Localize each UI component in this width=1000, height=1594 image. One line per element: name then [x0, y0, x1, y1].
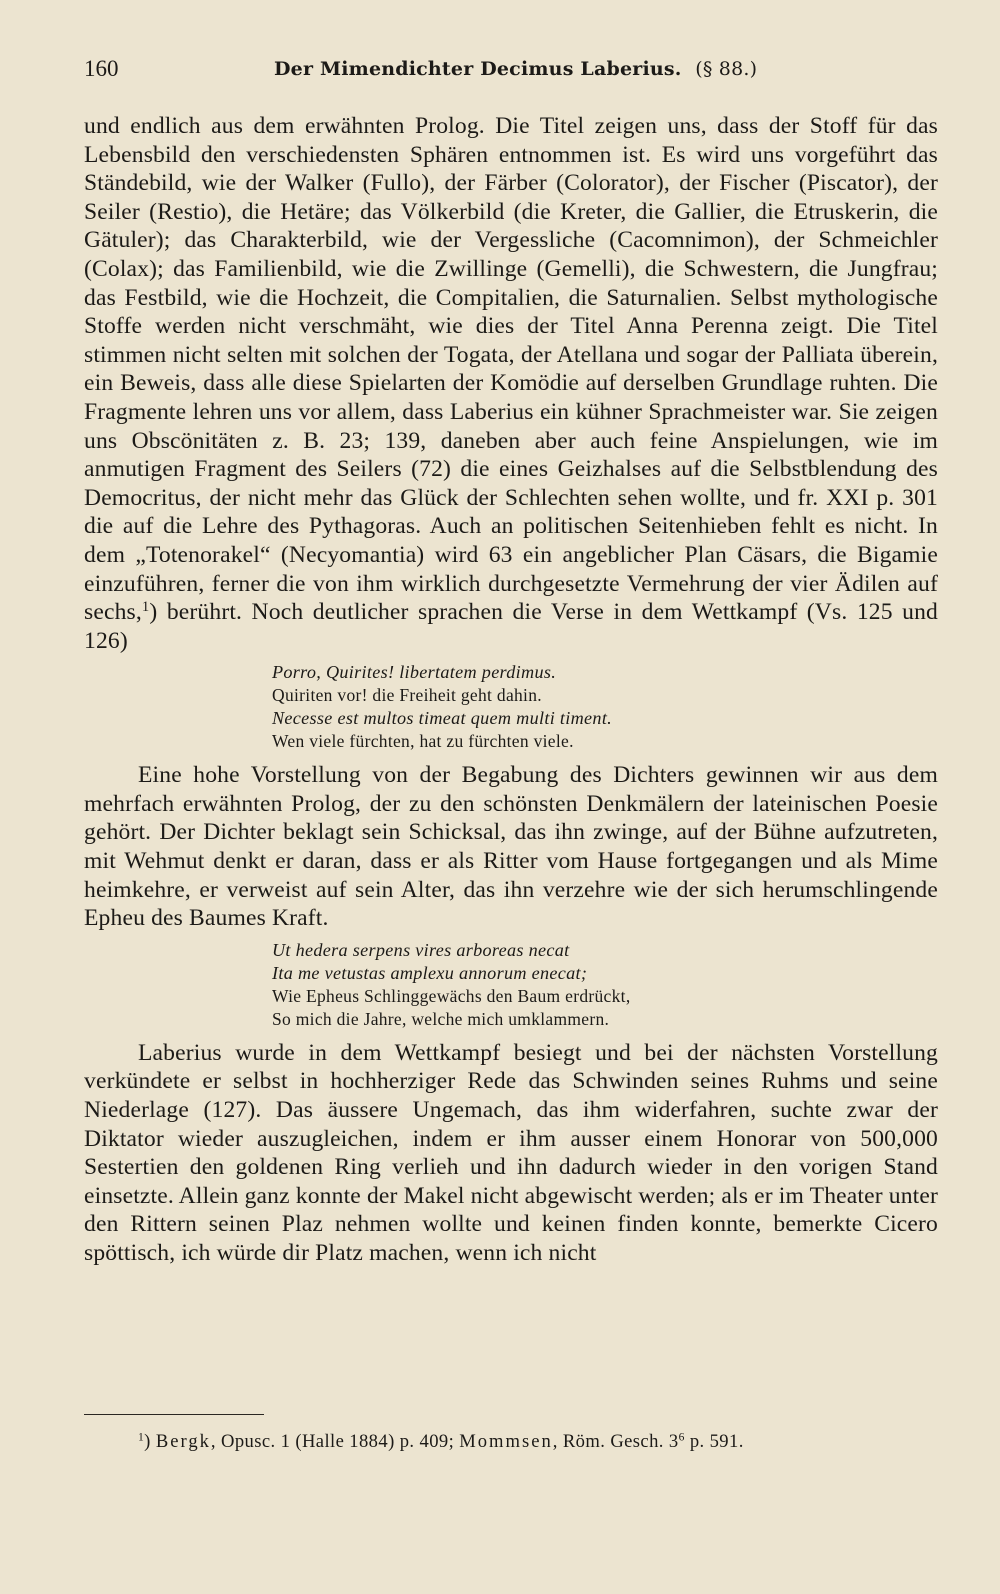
- running-head: [84, 56, 938, 90]
- verse-1-german-2: Wen viele fürchten, hat zu fürchten viele.: [272, 731, 574, 752]
- verse-2-latin-2: Ita me vetustas amplexu annorum enecat;: [272, 962, 588, 983]
- page-number: 160: [84, 56, 119, 81]
- verse-2-german-2: So mich die Jahre, welche mich umklammern.: [272, 1008, 610, 1029]
- paragraph-1-end: ) berührt. Noch deutlicher sprachen die Verse in dem Wettkampf (Vs. 125 und 126): [84, 599, 938, 654]
- running-title-text: Der Mimendichter Decimus Laberius.: [274, 58, 682, 80]
- footnote-text-3: p. 591.: [684, 1431, 744, 1452]
- paragraph-3: Laberius wurde in dem Wettkampf besiegt und bei der nächsten Vorstellung verkündete er selbst in hochherziger Rede das Schwinden seines Ruhms und seine Niederlage (127). Das äussere Ungemach, das ihm widerfahren, suchte zwar der Diktator wieder auszugleichen, indem er ihm ausser einem Honorar von 500,000 Sestertien den goldenen Ring verlieh und ihn dadurch wieder in den vorigen Stand einsetzte. Allein ganz konnte der Makel nicht abgewischt werden; als er im Theater unter den Rittern seinen Plaz nehmen wollte und keinen finden konnte, bemerkte Cicero spöttisch, ich würde dir Platz machen, wenn ich nicht: [84, 1039, 938, 1266]
- paragraph-1: [84, 112, 938, 655]
- footnote-text-1: , Opusc. 1 (Halle 1884) p. 409;: [210, 1431, 460, 1452]
- verse-1-german-1: Quiriten vor! die Freiheit geht dahin.: [272, 685, 542, 706]
- footnote-ref[interactable]: 1: [141, 599, 150, 616]
- footnote-mark: 1: [138, 1431, 145, 1444]
- footnote-author-2: Mommsen: [459, 1431, 553, 1452]
- section-reference: (§ 88.): [695, 58, 758, 80]
- footnote-text-2: , Röm. Gesch. 3: [552, 1431, 679, 1452]
- footnote-edition: 6: [678, 1431, 685, 1444]
- footnote: $^1$) Bergk, Opusc. 1 (Halle 1884) p. 409; Mommsen, Röm. Gesch. $3^6$ p. 591.: [138, 1431, 744, 1452]
- verse-2-german-1: Wie Epheus Schlinggewächs den Baum erdrückt,: [272, 985, 631, 1006]
- footnote-divider: [84, 1414, 264, 1415]
- running-title: [274, 58, 757, 80]
- paragraph-1-text: und endlich aus dem erwähnten Prolog. Die Titel zeigen uns, dass der Stoff für das Lebensbild den verschiedensten Sphären entnommen ist. Es wird uns vorgeführt das Ständebild, wie der Walker (Fullo), der Färber (Colorator), der Fischer (Piscator), der Seiler (Restio), die Hetäre; das Völkerbild (die Kreter, die Gallier, die Etruskerin, die Gätuler); das Charakterbild, wie der Vergessliche (Cacomnimon), der Schmeichler (Colax); das Familienbild, wie die Zwillinge (Gemelli), die Schwestern, die Jungfrau; das Festbild, wie die Hochzeit, die Compitalien, die Saturnalien. Selbst mythologische Stoffe werden nicht verschmäht, wie dies der Titel Anna Perenna zeigt. Die Titel stimmen nicht selten mit solchen der Togata, der Atellana und sogar der Palliata überein, ein Beweis, dass alle diese Spielarten der Komödie auf derselben Grundlage ruhten. Die Fragmente lehren uns vor allem, dass Laberius ein kühner Sprachmeister war. Sie zeigen uns Obscönitäten z. B. 23; 139, daneben aber auch feine Anspielungen, wie im anmutigen Fragment des Seilers (72) die eines Geizhalses auf die Selbstblendung des Democritus, der nicht mehr das Glück der Schlechten sehen wollte, und fr. XXI p. 301 die auf die Lehre des Pythagoras. Auch an politischen Seitenhieben fehlt es nicht. In dem „Totenorakel“ (Necyomantia) wird 63 ein angeblicher Plan Cäsars, die Bigamie einzuführen, ferner die von ihm wirklich durchgesetzte Vermehrung der vier Ädilen auf sechs,: [84, 113, 938, 626]
- verse-1-latin-2: Necesse est multos timeat quem multi timent.: [272, 708, 613, 729]
- verse-quote-2: [272, 939, 938, 1031]
- verse-1-latin-1: Porro, Quirites! libertatem perdimus.: [272, 662, 557, 683]
- verse-quote-1: [272, 661, 938, 753]
- footnote-author-1: Bergk: [155, 1431, 211, 1452]
- verse-2-latin-1: Ut hedera serpens vires arboreas necat: [272, 939, 570, 960]
- main-text: [84, 112, 938, 1268]
- paragraph-2: Eine hohe Vorstellung von der Begabung des Dichters gewinnen wir aus dem mehrfach erwähnten Prolog, der zu den schönsten Denkmälern der lateinischen Poesie gehört. Der Dichter beklagt sein Schicksal, das ihn zwinge, auf der Bühne aufzutreten, mit Wehmut denkt er daran, dass er als Ritter vom Hause fortgegangen und als Mime heimkehre, er verweist auf sein Alter, das ihn verzehre wie der sich herumschlingende Epheu des Baumes Kraft.: [84, 762, 938, 932]
